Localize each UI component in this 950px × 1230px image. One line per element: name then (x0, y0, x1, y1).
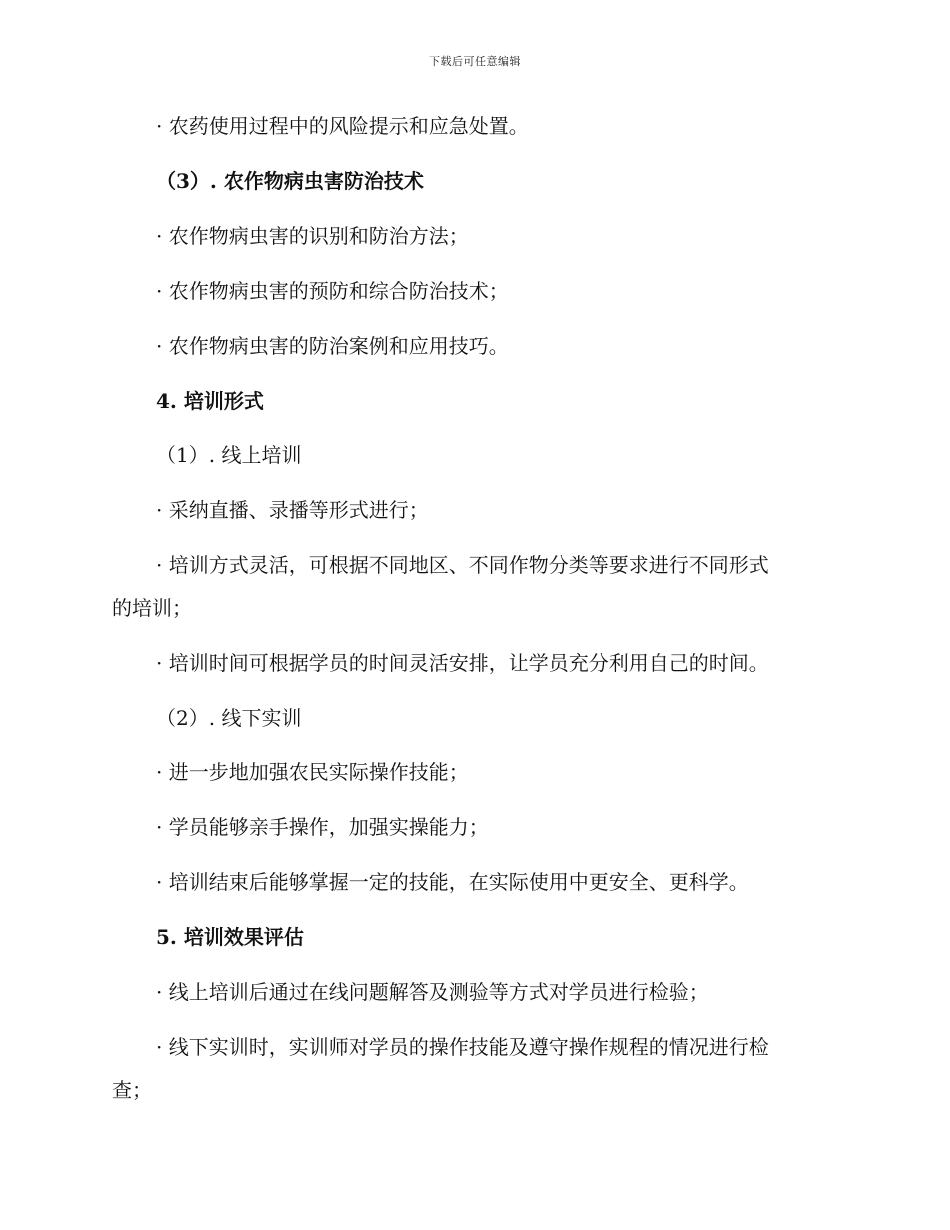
page-header: 下载后可任意编辑 (429, 55, 521, 68)
subsection-heading-offline: （2）. 线下实训 (156, 706, 302, 730)
bullet-item: · 农作物病虫害的防治案例和应用技巧。 (156, 334, 509, 358)
bullet-item: · 采纳直播、录播等形式进行； (156, 498, 429, 522)
bullet-item: · 学员能够亲手操作，加强实操能力； (156, 815, 489, 839)
section-heading-4: 4. 培训形式 (156, 389, 264, 413)
subsection-heading-online: （1）. 线上培训 (156, 443, 302, 467)
bullet-item: · 农药使用过程中的风险提示和应急处置。 (156, 114, 529, 138)
bullet-item: · 线上培训后通过在线问题解答及测验等方式对学员进行检验； (156, 980, 709, 1004)
bullet-item-line2: 查； (112, 1078, 152, 1102)
bullet-item-line1: · 培训方式灵活，可根据不同地区、不同作物分类等要求进行不同形式 (156, 553, 769, 577)
bullet-item-line1: · 线下实训时，实训师对学员的操作技能及遵守操作规程的情况进行检 (156, 1035, 769, 1059)
section-heading-3: （3）. 农作物病虫害防治技术 (156, 169, 424, 193)
bullet-item: · 农作物病虫害的识别和防治方法； (156, 224, 469, 248)
bullet-item: · 进一步地加强农民实际操作技能； (156, 760, 469, 784)
bullet-item: · 农作物病虫害的预防和综合防治技术； (156, 279, 509, 303)
bullet-item-line2: 的培训； (112, 596, 192, 620)
section-heading-5: 5. 培训效果评估 (156, 925, 304, 949)
bullet-item: · 培训时间可根据学员的时间灵活安排，让学员充分利用自己的时间。 (156, 651, 769, 675)
bullet-item: · 培训结束后能够掌握一定的技能，在实际使用中更安全、更科学。 (156, 870, 749, 894)
